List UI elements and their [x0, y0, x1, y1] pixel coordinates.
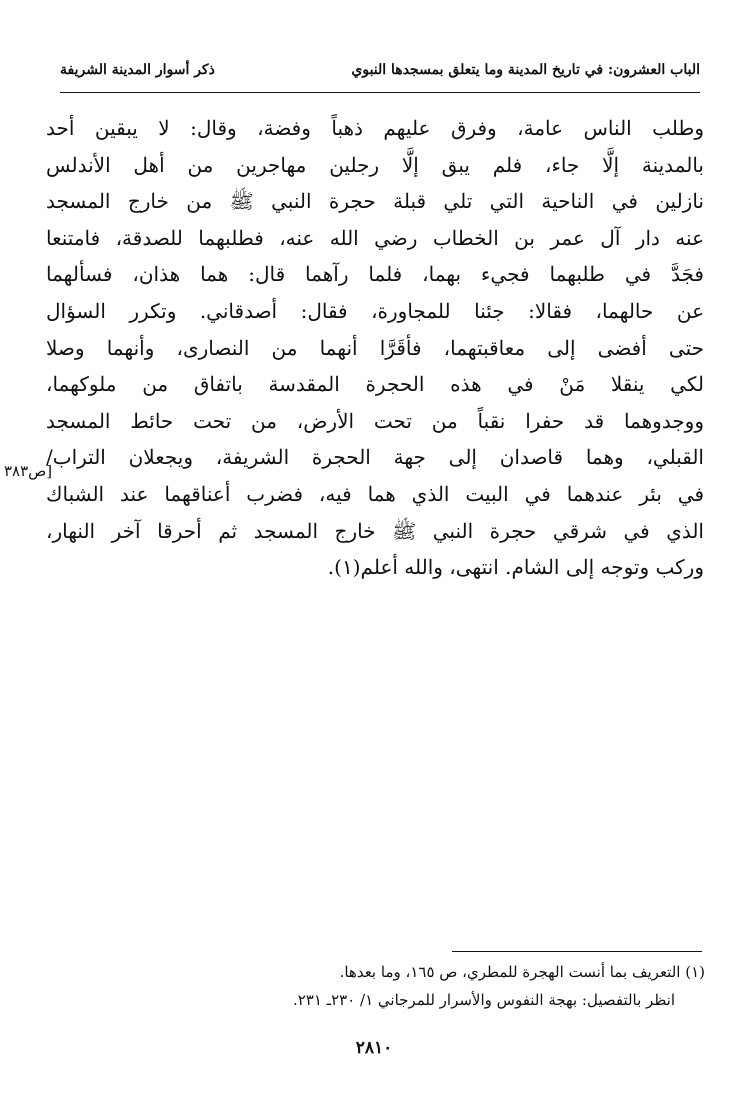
text-line: القبلي، وهما قاصدان إلى جهة الحجرة الشريفة، ويجعلان التراب/	[46, 445, 704, 470]
footnote-1: (١) التعريف بما أنست الهجرة للمطري، ص ١٦٥، وما بعدها.	[339, 963, 705, 981]
text-line: وركب وتوجه إلى الشام. انتهى، والله أعلم(١).	[327, 555, 704, 580]
text-line: عنه دار آل عمر بن الخطاب رضي الله عنه، فطلبهما للصدقة، فامتنعا	[46, 225, 704, 250]
section-title: ذكر أسوار المدينة الشريفة	[60, 62, 215, 78]
chapter-title: الباب العشرون: في تاريخ المدينة وما يتعلق بمسجدها النبوي	[351, 62, 700, 78]
footnotes	[150, 958, 705, 1014]
text-line: بالمدينة إلَّا جاء، فلم يبق إلَّا رجلين مهاجرين من أهل الأندلس	[46, 152, 704, 177]
running-header	[60, 58, 700, 88]
page-number: ٢٨١٠	[355, 1038, 393, 1058]
text-line: حتى أفضى إلى معاقبتهما، فأقَرَّا أنهما من النصارى، وأنهما وصلا	[46, 335, 704, 360]
text-line: عن حالهما، فقالا: جئنا للمجاورة، فقال: أصدقاني. وتكرر السؤال	[46, 298, 704, 323]
text-line: وطلب الناس عامة، وفرق عليهم ذهباً وفضة، وقال: لا يبقين أحد	[46, 116, 704, 140]
manuscript-page-marker: [ص٣٨٣	[4, 462, 53, 480]
text-line: لكي ينقلا مَنْ في هذه الحجرة المقدسة باتفاق من ملوكهما،	[46, 372, 704, 397]
main-text	[46, 110, 704, 586]
footnote-divider	[452, 951, 702, 952]
text-line: ووجدوهما قد حفرا نقباً من تحت الأرض، من تحت حائط المسجد	[46, 408, 704, 433]
text-line: الذي في شرقي حجرة النبي ﷺ خارج المسجد ثم أحرقا آخر النهار،	[46, 518, 704, 543]
text-line: في بئر عندهما في البيت الذي هما فيه، فضرب أعناقهما عند الشباك	[46, 481, 704, 506]
text-line: نازلين في الناحية التي تلي قبلة حجرة النبي ﷺ من خارج المسجد	[46, 189, 704, 214]
text-line: فجَدَّ في طلبهما فجيء بهما، فلما رآهما قال: هما هذان، فسألهما	[46, 262, 704, 287]
header-divider	[60, 92, 700, 93]
footnote-1-continuation: انظر بالتفصيل: بهجة النفوس والأسرار للمرجاني ١/ ٢٣٠ـ ٢٣١.	[292, 991, 675, 1009]
